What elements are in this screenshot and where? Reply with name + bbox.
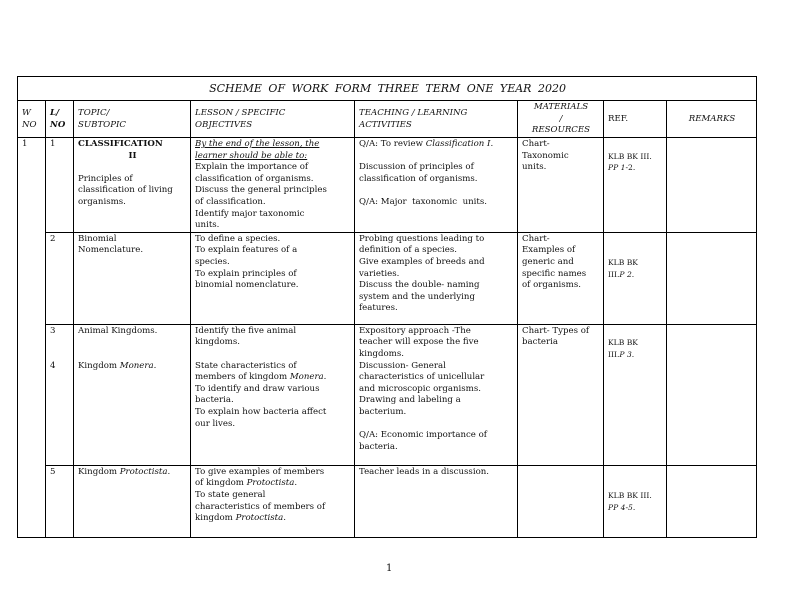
header-line: TOPIC/	[78, 107, 110, 118]
cell-ref	[604, 138, 667, 233]
cell-ref	[604, 324, 667, 465]
table-row	[18, 138, 757, 233]
cell-line	[78, 234, 187, 246]
header-line: MATERIALS	[533, 102, 589, 113]
cell-line	[359, 185, 514, 197]
cell-line	[522, 245, 600, 257]
text-segment: Kingdom	[78, 466, 120, 477]
cell-line	[522, 280, 600, 292]
cell-line	[195, 513, 351, 525]
cell-line	[608, 151, 663, 163]
cell-line	[195, 326, 351, 338]
cell-line	[359, 257, 514, 269]
cell-ref	[604, 232, 667, 324]
header-line: L/	[50, 107, 60, 118]
cell-remarks	[667, 465, 757, 537]
header-line: SUBTOPIC	[78, 119, 126, 130]
cell-line	[359, 326, 514, 338]
cell-line	[608, 490, 663, 502]
cell-remarks	[667, 232, 757, 324]
cell-line	[195, 478, 351, 490]
cell-line	[195, 197, 351, 209]
cell-line	[359, 174, 514, 186]
cell-line	[195, 490, 351, 502]
cell-line	[78, 245, 187, 257]
cell-line	[359, 467, 514, 479]
text-segment: Principles of	[78, 173, 133, 184]
text-segment: binomial nomenclature.	[195, 280, 299, 291]
text-segment: classification of organisms.	[195, 173, 314, 184]
header-ref	[604, 101, 667, 138]
cell-line	[359, 372, 514, 384]
text-segment: Discussion of principles of	[359, 162, 474, 173]
cell-line	[50, 234, 70, 246]
text-segment: To identify and draw various	[195, 383, 320, 394]
cell-line	[608, 139, 663, 151]
cell-wno	[18, 138, 46, 538]
text-segment: Teacher leads in a discussion.	[359, 466, 490, 477]
cell-objectives	[191, 138, 355, 233]
text-segment: kingdom	[195, 513, 236, 524]
text-segment: kingdoms.	[195, 337, 240, 348]
text-segment: characteristics of members of	[195, 501, 326, 512]
cell-line	[359, 234, 514, 246]
cell-line	[195, 419, 351, 431]
text-segment: KLB BK III.	[608, 151, 652, 161]
text-segment: classification of organisms.	[359, 173, 478, 184]
cell-line	[522, 151, 600, 163]
text-segment: Kingdom	[78, 360, 120, 371]
text-segment: -2.	[625, 163, 636, 173]
table-row	[18, 465, 757, 537]
cell-line	[522, 234, 600, 246]
text-segment: our lives.	[195, 418, 236, 429]
text-segment: Chart- Types of	[522, 325, 590, 336]
text-segment: To state general	[195, 489, 266, 500]
cell-line	[608, 467, 663, 479]
cell-line	[195, 234, 351, 246]
cell-line	[522, 139, 600, 151]
text-segment: of classification.	[195, 196, 266, 207]
cell-line	[608, 269, 663, 281]
cell-objectives	[191, 465, 355, 537]
cell-line	[359, 430, 514, 442]
cell-materials	[518, 138, 604, 233]
cell-line	[608, 234, 663, 246]
header-line: RESOURCES	[531, 125, 591, 136]
text-segment: bacteria	[522, 337, 558, 348]
cell-line	[195, 395, 351, 407]
cell-line	[359, 245, 514, 257]
cell-line	[195, 502, 351, 514]
cell-remarks	[667, 138, 757, 233]
cell-line	[522, 257, 600, 269]
text-segment: Taxonomic	[522, 150, 569, 161]
cell-line	[608, 162, 663, 174]
text-segment: P 3.	[619, 349, 635, 359]
header-topic	[74, 101, 191, 138]
text-segment: Nomenclature.	[78, 245, 144, 256]
cell-line	[50, 139, 70, 151]
text-segment: learner should be able to:	[195, 150, 308, 161]
cell-line	[359, 139, 514, 151]
text-segment: definition of a species.	[359, 245, 457, 256]
cell-line	[195, 151, 351, 163]
text-segment: KLB BK	[608, 338, 638, 348]
cell-line	[359, 407, 514, 419]
page-number: 1	[386, 563, 393, 574]
text-segment: Discuss the general principles	[195, 185, 327, 196]
cell-line	[78, 139, 187, 151]
cell-materials	[518, 324, 604, 465]
text-segment: kingdoms.	[359, 348, 404, 359]
cell-line	[359, 384, 514, 396]
document-title: SCHEME OF WORK FORM THREE TERM ONE YEAR 2020	[18, 77, 757, 101]
text-segment: By the end of the lesson, the	[195, 139, 320, 149]
cell-line	[195, 349, 351, 361]
cell-line	[195, 407, 351, 419]
cell-line	[522, 162, 600, 174]
header-remarks	[667, 101, 757, 138]
cell-activities	[355, 465, 518, 537]
text-segment: members of kingdom	[195, 372, 290, 383]
cell-line	[359, 197, 514, 209]
text-segment: Examples of	[522, 245, 576, 256]
text-segment: Q/A: Major taxonomic units.	[359, 196, 487, 207]
cell-line	[522, 337, 600, 349]
cell-line	[50, 349, 70, 361]
cell-line	[359, 303, 514, 315]
cell-ref	[604, 465, 667, 537]
header-line: TEACHING / LEARNING	[359, 107, 468, 118]
text-segment: III.	[608, 269, 620, 279]
cell-activities	[355, 324, 518, 465]
cell-materials	[518, 465, 604, 537]
scheme-of-work-table	[17, 76, 757, 538]
text-segment: bacteria.	[195, 395, 234, 406]
text-segment: teacher will expose the five	[359, 337, 479, 348]
cell-line	[195, 257, 351, 269]
cell-line	[50, 467, 70, 479]
cell-line	[608, 257, 663, 269]
text-segment: Identify the five animal	[195, 325, 297, 336]
text-segment: Expository approach -The	[359, 325, 471, 336]
cell-topic	[74, 324, 191, 465]
header-line: REMARKS	[688, 113, 736, 124]
text-segment: Classification I.	[425, 139, 494, 149]
text-segment: units.	[195, 220, 220, 231]
cell-line	[50, 361, 70, 373]
cell-topic	[74, 465, 191, 537]
cell-line	[195, 139, 351, 151]
cell-line	[522, 326, 600, 338]
cell-line	[78, 349, 187, 361]
text-segment: features.	[359, 303, 398, 314]
header-line: NO	[22, 119, 37, 130]
cell-line	[78, 185, 187, 197]
text-segment: 4	[50, 360, 56, 371]
text-segment: PP 1	[608, 163, 626, 173]
text-segment: II	[128, 150, 137, 161]
cell-lno	[46, 465, 74, 537]
text-segment: 3	[50, 325, 56, 336]
cell-line	[195, 372, 351, 384]
text-segment: Monera.	[119, 360, 157, 371]
cell-line	[608, 478, 663, 490]
cell-line	[22, 139, 42, 151]
text-segment: bacteria.	[359, 441, 398, 452]
header-materials	[518, 101, 604, 138]
cell-materials	[518, 232, 604, 324]
cell-line	[608, 502, 663, 514]
header-line: /	[559, 113, 563, 124]
cell-line	[359, 337, 514, 349]
cell-line	[78, 174, 187, 186]
text-segment: system and the underlying	[359, 291, 475, 302]
cell-line	[78, 162, 187, 174]
cell-line	[359, 292, 514, 304]
cell-line	[195, 162, 351, 174]
header-activities	[355, 101, 518, 138]
text-segment: To define a species.	[195, 233, 281, 244]
text-segment: PP 4-5.	[608, 502, 636, 512]
text-segment: 5	[50, 466, 56, 477]
cell-remarks	[667, 324, 757, 465]
text-segment: characteristics of unicellular	[359, 372, 485, 383]
cell-line	[608, 326, 663, 338]
text-segment: Protoctista.	[119, 466, 171, 477]
text-segment: Chart-	[522, 233, 550, 244]
cell-line	[78, 337, 187, 349]
text-segment: Q/A: To review	[359, 139, 426, 149]
cell-line	[50, 337, 70, 349]
header-lno	[46, 101, 74, 138]
text-segment: CLASSIFICATION	[78, 139, 163, 149]
text-segment: Monera.	[289, 372, 327, 383]
text-segment: Protoctista.	[246, 478, 298, 489]
cell-lno	[46, 324, 74, 465]
text-segment: To explain principles of	[195, 268, 297, 279]
header-line: OBJECTIVES	[195, 119, 253, 130]
cell-line	[522, 269, 600, 281]
cell-line	[608, 349, 663, 361]
cell-line	[359, 162, 514, 174]
cell-line	[78, 326, 187, 338]
text-segment: units.	[522, 162, 547, 173]
text-segment: III.	[608, 349, 620, 359]
cell-activities	[355, 232, 518, 324]
text-segment: P 2.	[619, 269, 635, 279]
cell-line	[78, 467, 187, 479]
table-row	[18, 232, 757, 324]
cell-objectives	[191, 324, 355, 465]
cell-line	[195, 269, 351, 281]
table-row	[18, 324, 757, 465]
cell-line	[195, 185, 351, 197]
text-segment: Probing questions leading to	[359, 233, 485, 244]
text-segment: of kingdom	[195, 478, 247, 489]
header-line: REF.	[608, 113, 629, 124]
text-segment: classification of living	[78, 185, 173, 196]
text-segment: of organisms.	[522, 280, 581, 291]
text-segment: 1	[22, 139, 28, 149]
cell-lno	[46, 232, 74, 324]
cell-line	[50, 326, 70, 338]
cell-line	[359, 151, 514, 163]
text-segment: 1	[50, 139, 56, 149]
cell-line	[195, 384, 351, 396]
text-segment: Animal Kingdoms.	[78, 325, 158, 336]
cell-line	[78, 151, 187, 163]
text-segment: To explain features of a	[195, 245, 298, 256]
text-segment: species.	[195, 256, 230, 267]
text-segment: Chart-	[522, 139, 550, 149]
text-segment: State characteristics of	[195, 360, 297, 371]
cell-line	[78, 197, 187, 209]
cell-activities	[355, 138, 518, 233]
header-line: W	[22, 107, 31, 118]
cell-line	[359, 395, 514, 407]
cell-line	[195, 361, 351, 373]
text-segment: KLB BK III.	[608, 490, 652, 500]
cell-line	[359, 419, 514, 431]
text-segment: bacterium.	[359, 406, 407, 417]
text-segment: organisms.	[78, 196, 126, 207]
header-line: LESSON / SPECIFIC	[195, 107, 286, 118]
cell-line	[195, 220, 351, 232]
cell-line	[359, 442, 514, 454]
cell-line	[359, 269, 514, 281]
cell-line	[608, 337, 663, 349]
cell-objectives	[191, 232, 355, 324]
cell-line	[359, 349, 514, 361]
header-objectives	[191, 101, 355, 138]
cell-line	[359, 361, 514, 373]
text-segment: Discuss the double- naming	[359, 280, 480, 291]
cell-line	[195, 280, 351, 292]
header-line: ACTIVITIES	[359, 119, 412, 130]
text-segment: Drawing and labeling a	[359, 395, 461, 406]
text-segment: varieties.	[359, 268, 400, 279]
text-segment: Q/A: Economic importance of	[359, 430, 487, 441]
cell-line	[78, 361, 187, 373]
cell-topic	[74, 232, 191, 324]
header-wno	[18, 101, 46, 138]
text-segment: specific names	[522, 268, 587, 279]
text-segment: Discussion- General	[359, 360, 446, 371]
cell-line	[195, 337, 351, 349]
text-segment: generic and	[522, 256, 574, 267]
text-segment: KLB BK	[608, 257, 638, 267]
cell-line	[195, 174, 351, 186]
text-segment: Protoctista.	[235, 513, 286, 524]
text-segment: Binomial	[78, 233, 117, 244]
text-segment: Identify major taxonomic	[195, 208, 305, 219]
cell-line	[195, 467, 351, 479]
text-segment: Explain the importance of	[195, 162, 309, 173]
cell-lno	[46, 138, 74, 233]
cell-topic	[74, 138, 191, 233]
cell-line	[195, 245, 351, 257]
cell-line	[195, 209, 351, 221]
text-segment: and microscopic organisms.	[359, 383, 481, 394]
header-line: NO	[50, 119, 66, 130]
text-segment: To explain how bacteria affect	[195, 406, 327, 417]
text-segment: Give examples of breeds and	[359, 256, 485, 267]
text-segment: 2	[50, 233, 56, 244]
cell-line	[359, 280, 514, 292]
text-segment: To give examples of members	[195, 466, 325, 477]
cell-line	[608, 245, 663, 257]
